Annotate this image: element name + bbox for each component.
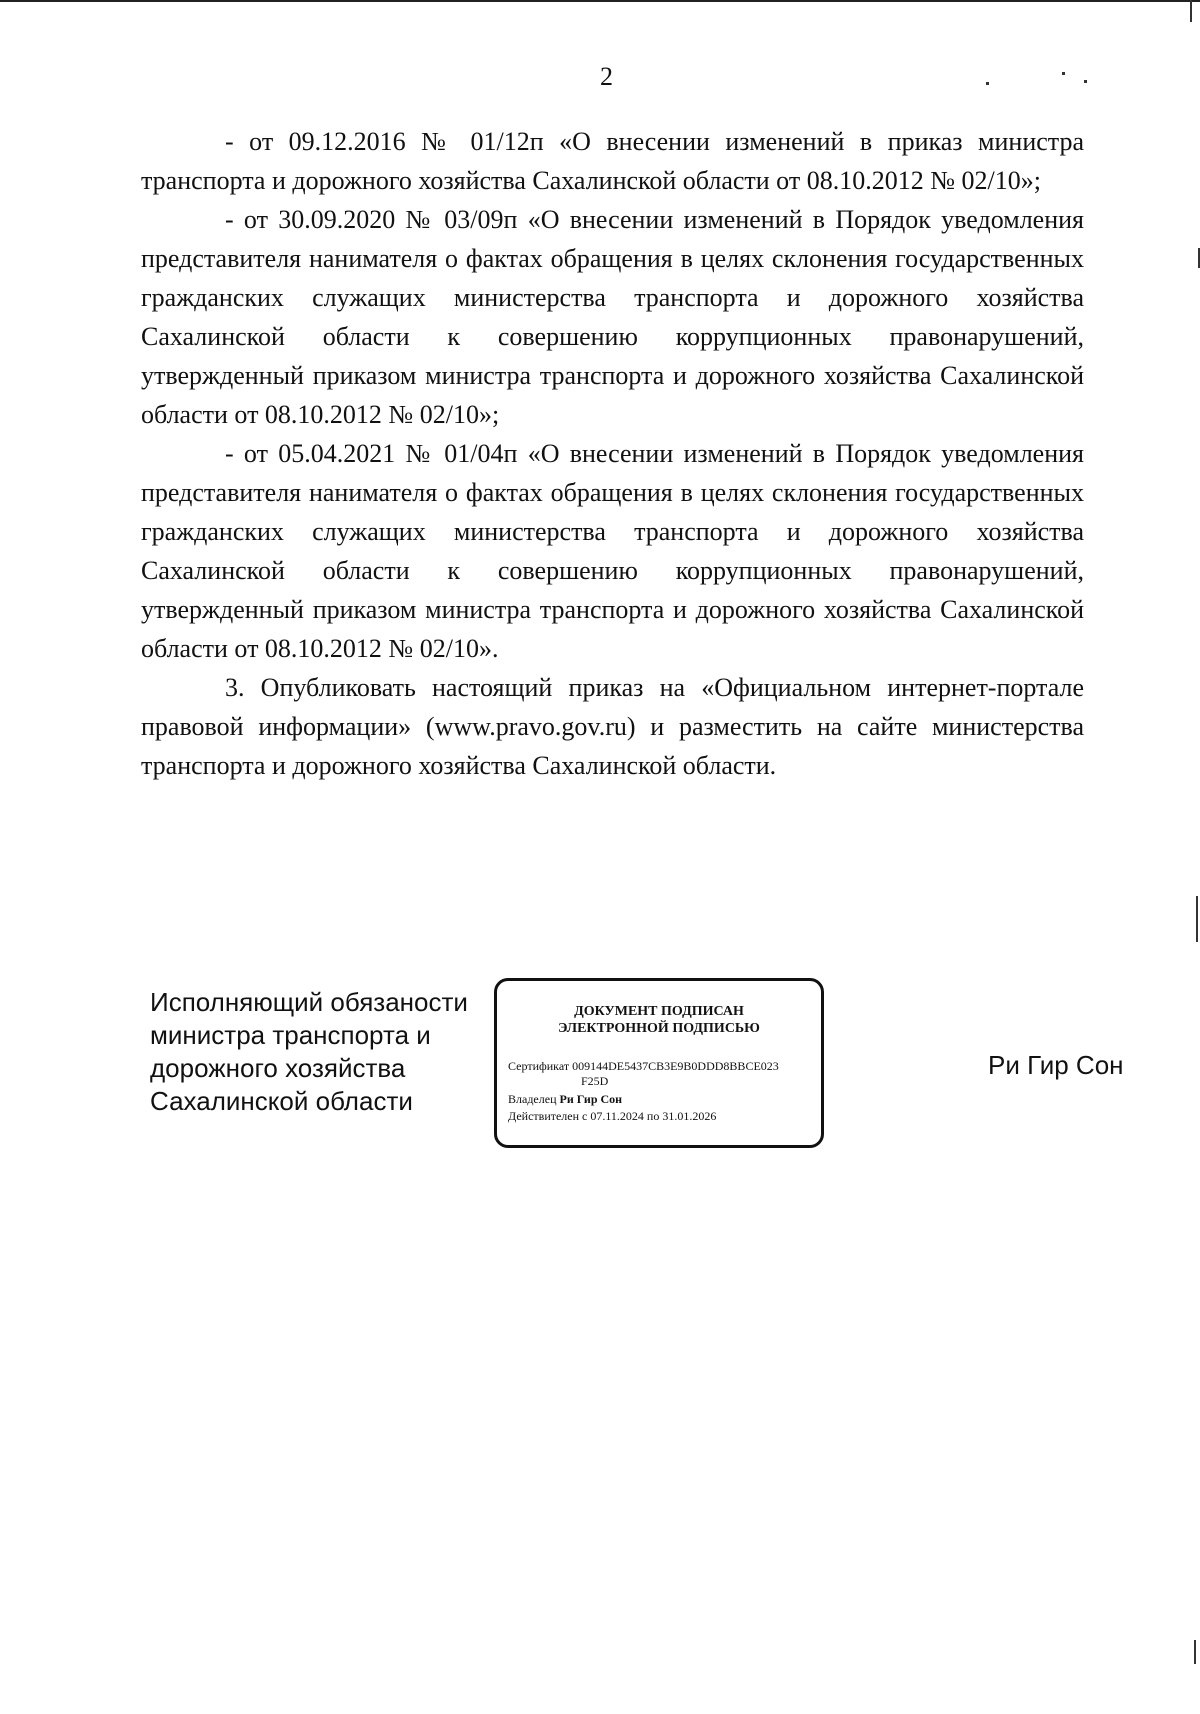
- stamp-owner: [508, 1092, 622, 1106]
- stamp-owner-label: Владелец: [508, 1092, 557, 1106]
- paragraph-publish: 3. Опубликовать настоящий приказ на «Официальном интернет-портале правовой информации» (www.pravo.gov.ru) и разместить на сайте министерства транспорта и дорожного хозяйства Сахалинской области.: [141, 673, 1084, 780]
- stamp-cert-value-continued: F25D: [581, 1074, 609, 1088]
- signatory-line: Сахалинской области: [150, 1086, 413, 1116]
- scan-artifact: [1196, 896, 1198, 942]
- stamp-certificate: [508, 1059, 779, 1073]
- scan-artifact: [986, 82, 989, 85]
- paragraph-order-2020: - от 30.09.2020 № 03/09п «О внесении изменений в Порядок уведомления представителя нанимателя о фактах обращения в целях склонения государственных гражданских служащих министерства транспорта и дорожного хозяйства Сахалинской области к совершению коррупционных правонарушений, утвержденный приказом министра транспорта и дорожного хозяйства Сахалинской области от 08.10.2012 № 02/10»;: [141, 205, 1084, 429]
- scan-artifact: [1084, 80, 1087, 83]
- stamp-title-line2: ЭЛЕКТРОННОЙ ПОДПИСЬЮ: [558, 1021, 760, 1036]
- stamp-title-line1: ДОКУМЕНТ ПОДПИСАН: [574, 1004, 744, 1019]
- document-body: [141, 122, 1084, 785]
- stamp-cert-value: 009144DE5437CB3E9B0DDD8BBCE023: [572, 1059, 779, 1073]
- stamp-owner-value: Ри Гир Сон: [559, 1092, 623, 1106]
- scan-artifact: [1190, 0, 1192, 22]
- scan-top-edge: [0, 0, 1200, 2]
- electronic-signature-stamp: [494, 978, 824, 1148]
- stamp-validity: Действителен с 07.11.2024 по 31.01.2026: [508, 1109, 717, 1123]
- signatory-title: [150, 986, 490, 1118]
- signatory-line: министра транспорта и: [150, 1020, 431, 1050]
- stamp-cert-label: Сертификат: [508, 1059, 570, 1073]
- signatory-name: Ри Гир Сон: [988, 1050, 1124, 1080]
- scan-artifact: [1194, 1640, 1196, 1664]
- paragraph-order-2016: - от 09.12.2016 № 01/12п «О внесении изменений в приказ министра транспорта и дорожного хозяйства Сахалинской области от 08.10.2012 № 02/10»;: [141, 127, 1084, 195]
- signatory-line: дорожного хозяйства: [150, 1053, 406, 1083]
- scan-artifact: [1062, 72, 1065, 75]
- page-number: 2: [600, 62, 613, 91]
- paragraph-order-2021: - от 05.04.2021 № 01/04п «О внесении изменений в Порядок уведомления представителя нанимателя о фактах обращения в целях склонения государственных гражданских служащих министерства транспорта и дорожного хозяйства Сахалинской области к совершению коррупционных правонарушений, утвержденный приказом министра транспорта и дорожного хозяйства Сахалинской области от 08.10.2012 № 02/10».: [141, 439, 1084, 663]
- signatory-line: Исполняющий обязаности: [150, 987, 468, 1017]
